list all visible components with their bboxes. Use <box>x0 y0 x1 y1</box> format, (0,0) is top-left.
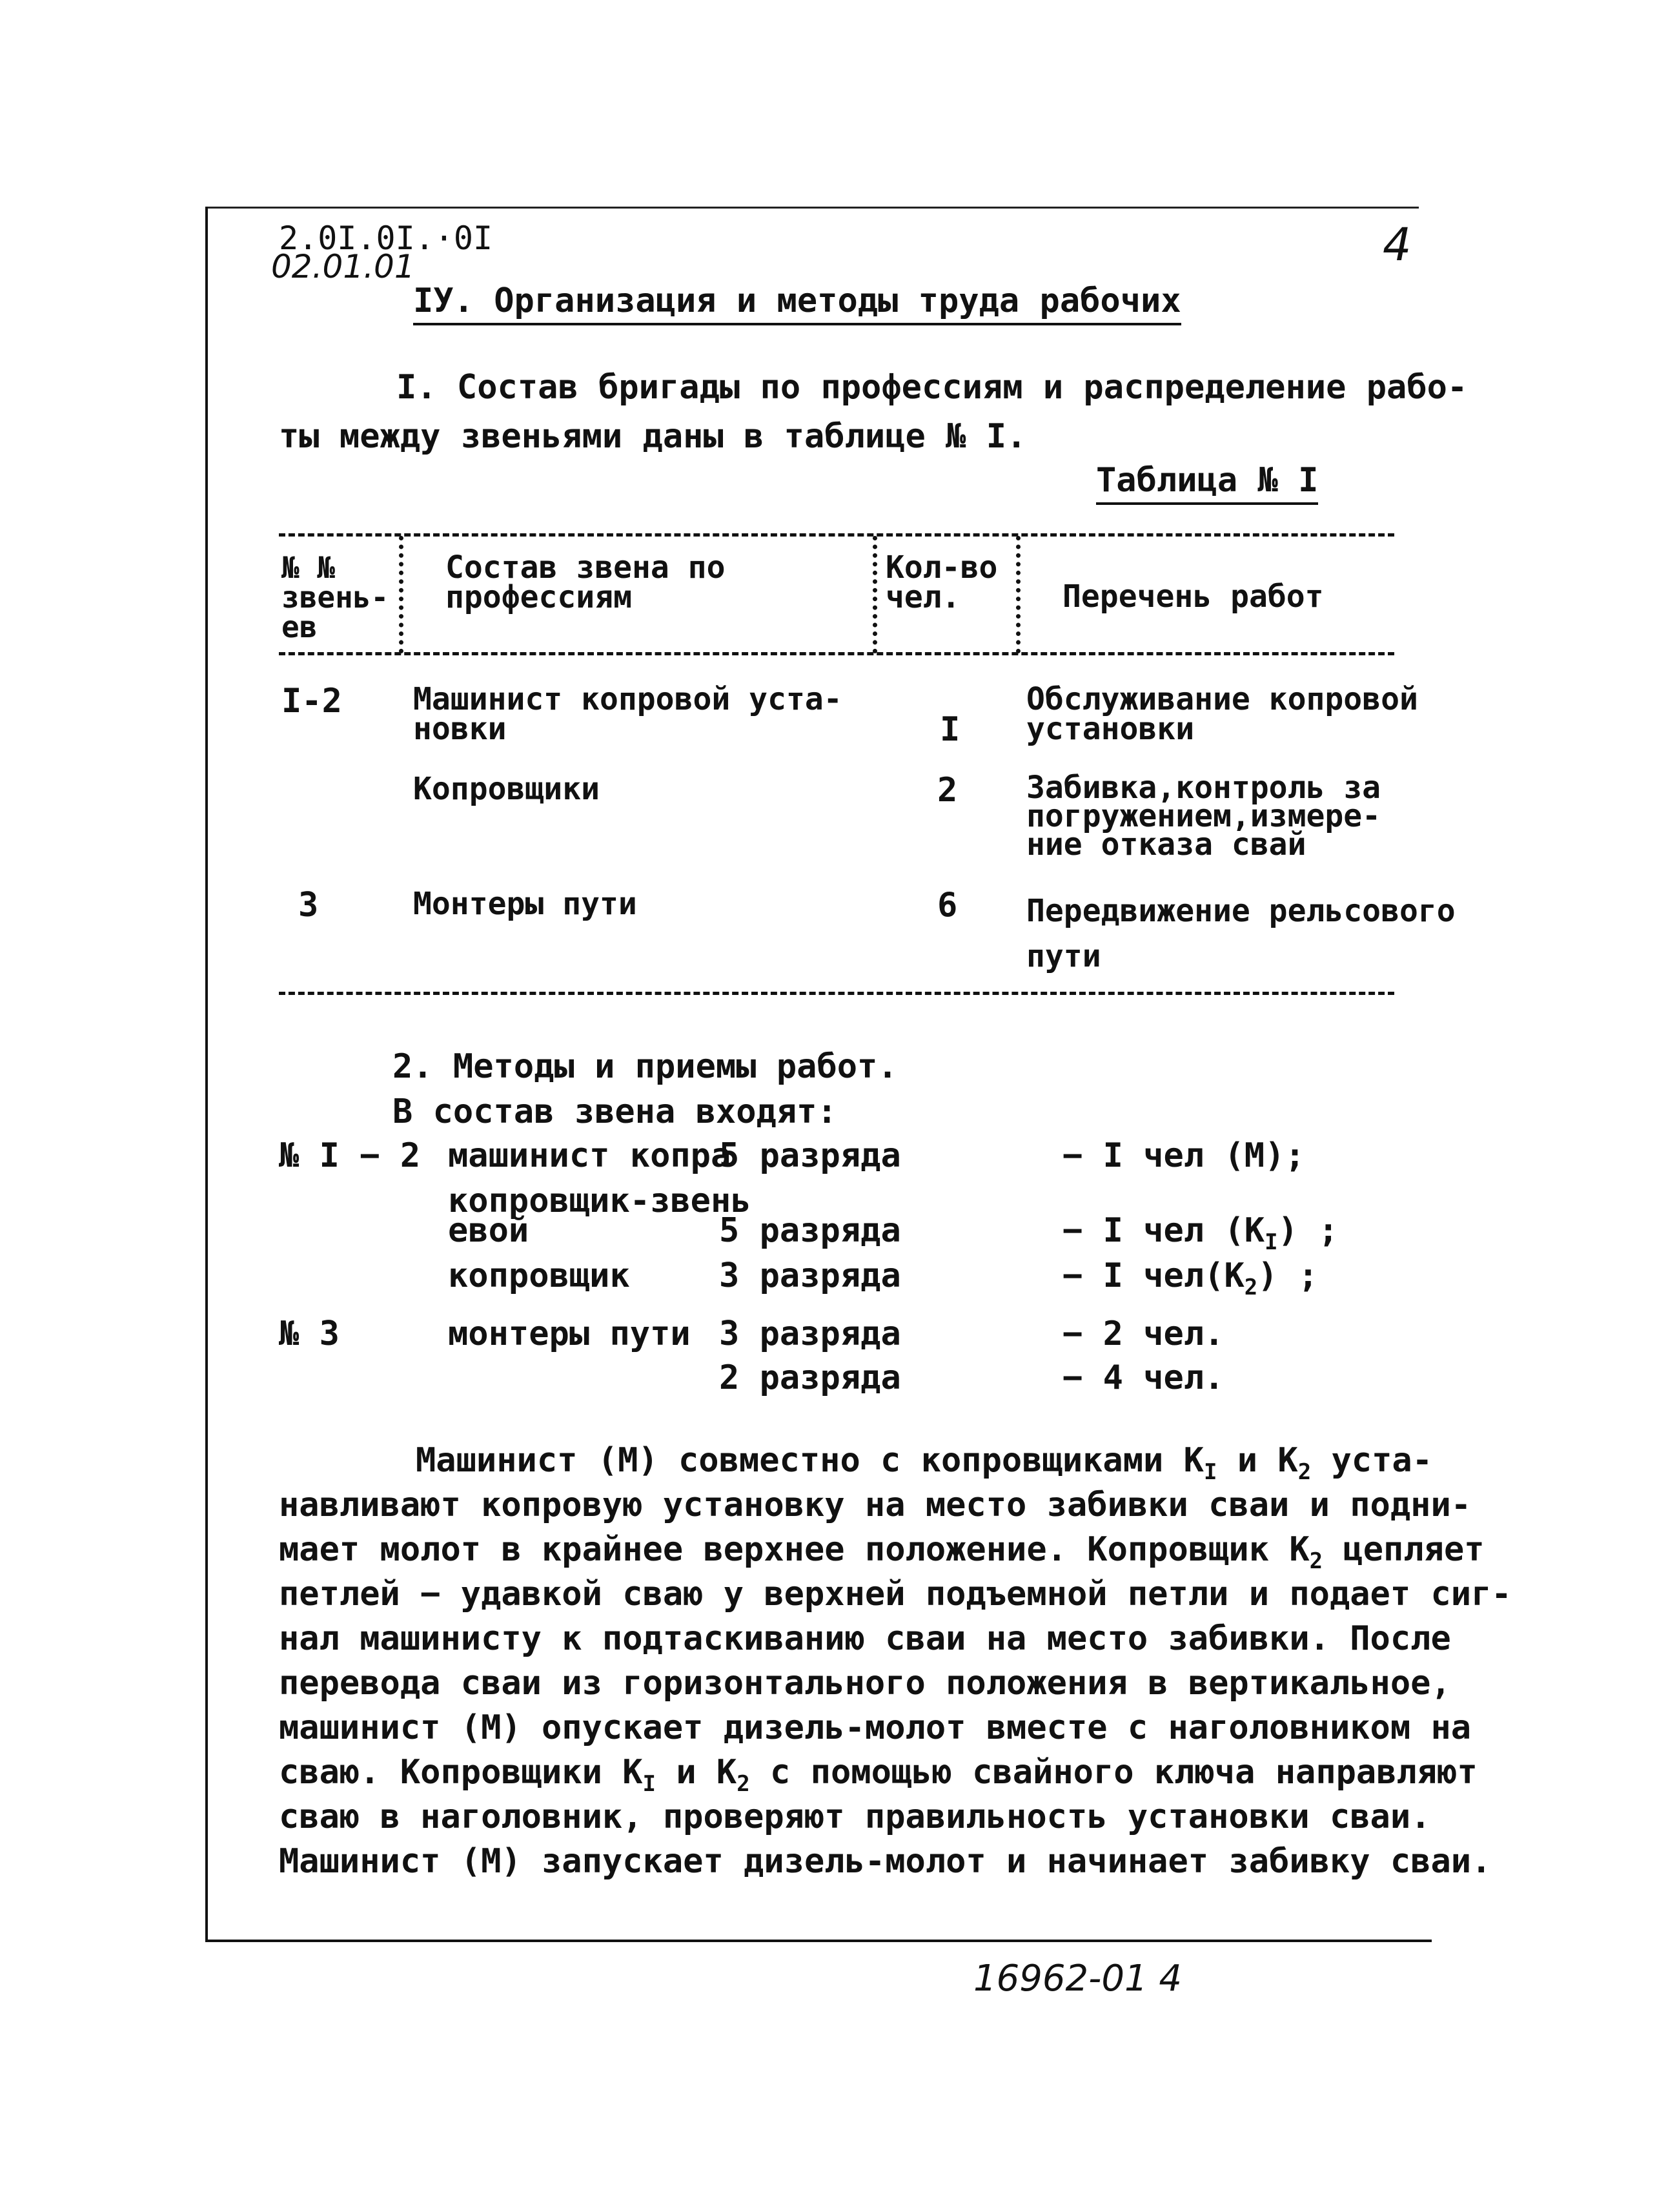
footer-handwritten-number: 16962-01 4 <box>973 1958 1183 2000</box>
row-1-work-line: установки <box>1026 711 1195 747</box>
document-code: 2.0I.0I.·0I <box>279 220 493 257</box>
crew-count <box>1062 1256 1319 1300</box>
header-separator-1 <box>399 536 403 653</box>
body-subscript: 2 <box>737 1771 750 1797</box>
crew-role: копровщик-звень <box>448 1182 751 1220</box>
row-1-profession <box>413 681 842 747</box>
body-text: цепляет <box>1323 1530 1485 1569</box>
frame-top-border <box>205 207 1419 209</box>
row-1-profession-line: новки <box>413 711 507 747</box>
table-bottom-rule <box>279 992 1394 995</box>
row-3-work-line: Передвижение рельсового <box>1026 893 1456 929</box>
crew-link-1: № I − 2 <box>279 1136 421 1175</box>
header-col-profession <box>445 549 726 615</box>
body-line: машинист (М) опускает дизель-молот вместе с наголовником на <box>279 1708 1472 1747</box>
header-separator-3 <box>1016 536 1021 653</box>
header-col-links-line: звень- <box>281 580 389 615</box>
row-2-profession: Копровщики <box>413 771 600 807</box>
crew-count <box>1062 1211 1339 1255</box>
row-3-work <box>1026 888 1456 979</box>
crew-role: копровщик <box>448 1256 630 1295</box>
table-caption <box>1096 461 1319 500</box>
methods-subheading: В состав звена входят: <box>392 1092 837 1131</box>
header-col-profession-line: профессиям <box>445 579 632 615</box>
body-text: Машинист (М) совместно с копровщиками К <box>416 1441 1204 1480</box>
crew-count: − I чел (М); <box>1062 1136 1305 1175</box>
body-text: сваю. Копровщики К <box>279 1753 643 1792</box>
table-header-rule <box>279 652 1394 655</box>
body-line <box>279 1528 1512 1572</box>
crew-count-text: − I чел (К <box>1062 1211 1265 1250</box>
crew-count: − 4 чел. <box>1062 1358 1225 1397</box>
section-title-text: IУ. Организация и методы труда рабочих <box>413 282 1181 325</box>
row-2-work <box>1026 770 1381 863</box>
crew-grade: 5 разряда <box>719 1136 901 1175</box>
header-col-count-line: Кол-во <box>886 549 998 586</box>
body-line: петлей − удавкой сваю у верхней подъемной петли и подает сиг- <box>279 1575 1512 1613</box>
body-text: и К <box>656 1753 737 1792</box>
header-col-count-line: чел. <box>886 579 960 615</box>
crew-grade: 2 разряда <box>719 1358 901 1397</box>
row-2-work-line: Забивка,контроль за <box>1026 770 1381 806</box>
header-separator-2 <box>873 536 877 653</box>
row-1-work <box>1026 681 1418 747</box>
crew-link-3: № 3 <box>279 1315 340 1353</box>
crew-role: машинист копра <box>448 1136 731 1175</box>
row-1-links: I-2 <box>281 682 342 721</box>
header-col-links <box>281 550 389 644</box>
handwritten-code: 02.01.01 <box>271 248 415 285</box>
row-3-count: 6 <box>937 886 958 925</box>
row-2-count: 2 <box>937 771 958 810</box>
crew-count-subscript: 2 <box>1244 1275 1258 1300</box>
crew-grade: 3 разряда <box>719 1256 901 1295</box>
crew-grade: 5 разряда <box>719 1211 901 1250</box>
row-1-work-line: Обслуживание копровой <box>1026 681 1418 717</box>
header-col-links-line: № № <box>281 550 336 585</box>
body-subscript: I <box>1203 1459 1217 1485</box>
body-line: сваю в наголовник, проверяют правильность установки сваи. <box>279 1797 1431 1836</box>
crew-count-tail: ) ; <box>1257 1256 1319 1295</box>
crew-count: − 2 чел. <box>1062 1315 1225 1353</box>
row-3-profession: Монтеры пути <box>413 886 637 922</box>
crew-role: монтеры пути <box>448 1315 691 1353</box>
body-subscript: 2 <box>1297 1459 1312 1485</box>
intro-line-1: I. Состав бригады по профессиям и распределение рабо- <box>396 368 1468 407</box>
crew-grade: 3 разряда <box>719 1315 901 1353</box>
body-line: Машинист (М) запускает дизель-молот и начинает забивку сваи. <box>279 1842 1492 1881</box>
section-title <box>413 284 1181 318</box>
body-text: уста- <box>1311 1441 1433 1480</box>
frame-left-border <box>205 207 208 1942</box>
header-col-profession-line: Состав звена по <box>445 549 726 586</box>
row-2-work-line: ние отказа свай <box>1026 826 1306 863</box>
table-top-rule <box>279 533 1394 537</box>
body-line <box>279 1439 1512 1483</box>
row-3-links: 3 <box>298 886 319 925</box>
intro-line-2: ты между звеньями даны в таблице № I. <box>279 417 1027 456</box>
crew-role: евой <box>448 1211 529 1250</box>
body-line: перевода сваи из горизонтального положения в вертикальное, <box>279 1664 1451 1703</box>
body-text: мает молот в крайнее верхнее положение. Копровщик К <box>279 1530 1310 1569</box>
methods-heading: 2. Методы и приемы работ. <box>392 1047 898 1086</box>
row-2-work-line: погружением,измере- <box>1026 798 1381 834</box>
body-subscript: I <box>642 1771 656 1797</box>
row-1-profession-line: Машинист копровой уста- <box>413 681 842 717</box>
crew-count-subscript: I <box>1265 1229 1278 1255</box>
header-col-work: Перечень работ <box>1062 579 1324 615</box>
crew-count-tail: ) ; <box>1277 1211 1339 1250</box>
table-caption-text: Таблица № I <box>1096 461 1318 505</box>
body-paragraph <box>279 1439 1512 1884</box>
header-col-links-line: ев <box>281 609 318 644</box>
body-subscript: 2 <box>1309 1548 1323 1574</box>
body-line <box>279 1750 1512 1795</box>
header-col-count <box>886 549 998 615</box>
crew-count-text: − I чел(К <box>1062 1256 1245 1295</box>
frame-bottom-border <box>205 1940 1432 1942</box>
row-3-work-line: пути <box>1026 938 1101 974</box>
body-text: и К <box>1217 1441 1298 1480</box>
row-1-count: I <box>940 710 960 749</box>
page-number-mark: 4 <box>1383 218 1412 271</box>
body-line: нал машинисту к подтаскиванию сваи на место забивки. После <box>279 1619 1451 1658</box>
body-line: навливают копровую установку на место забивки сваи и подни- <box>279 1486 1472 1524</box>
body-text: с помощью свайного ключа направляют <box>749 1753 1478 1792</box>
